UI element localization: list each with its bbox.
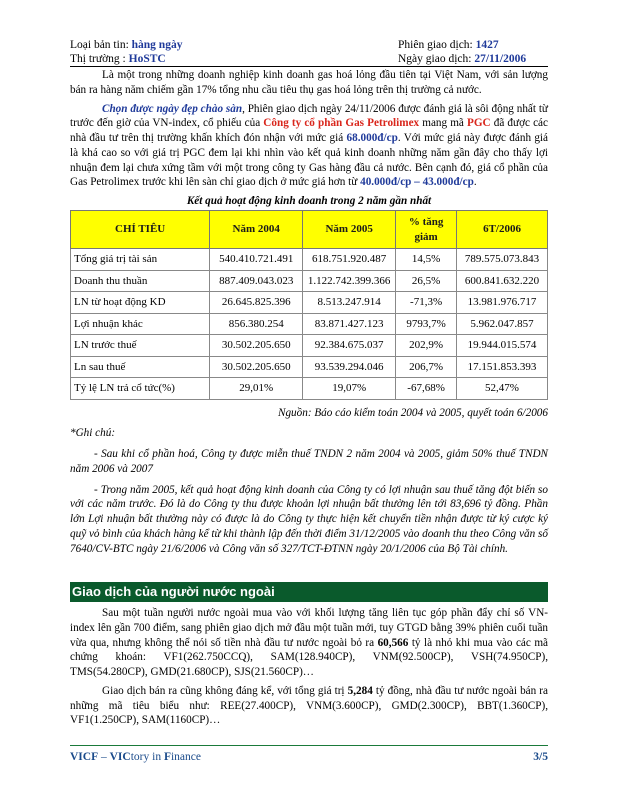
notes-title: *Ghi chú:	[70, 427, 116, 440]
table-cell: 19,07%	[303, 378, 396, 400]
brand-mid: tory in	[130, 751, 164, 763]
note-2: - Trong năm 2005, kết quả hoạt động kinh doanh của Công ty có lợi nhuận sau thuế tăng đột biến so với các năm trước. Đó là do Công ty thu được khoản lợi nhuận bất thường lên tới 83,696 tỷ đồng. Phần lớn Lợi nhuận bất thường này có được là do Công ty thực hiện kết chuyển tiền nhận được từ ký cược ký quỹ vỏ bình của khách hàng kể từ khi thành lập đến thời điểm 31/12/2005 vào doanh thu theo Công văn số 7640/CV-BTC ngày 21/6/2006 và Công văn số 327/TCT-ĐTNN ngày 20/1/2006 của Bộ Tài chính.	[70, 483, 548, 555]
table-cell: 30.502.205.650	[210, 335, 303, 357]
notes-block	[70, 426, 548, 556]
table-cell: Tổng giá trị tài sản	[71, 249, 210, 271]
table-cell: 17.151.853.393	[457, 356, 548, 378]
table-cell: -71,3%	[396, 292, 457, 314]
session-value: 1427	[475, 39, 499, 51]
table-cell: 5.962.047.857	[457, 313, 548, 335]
foreign-sell-text-1: Giao dịch bán ra cũng không đáng kể, với tổng giá trị	[102, 684, 348, 697]
foreign-buy-text-2: tỷ là nhỏ khi mua vào các mã chứng khoán: VF1(262.750CCQ), SAM(128.940CP), VNM(92.500CP), VSH(74.950CP), TMS(54.280CP), GMD(21.680CP), SJS(21.560CP)…	[70, 636, 548, 679]
header-6t-2006: 6T/2006	[457, 211, 548, 249]
table-cell: 29,01%	[210, 378, 303, 400]
table-cell: 92.384.675.037	[303, 335, 396, 357]
ipo-lead: Chọn được ngày đẹp chào sàn	[102, 102, 243, 115]
intro-paragraph: Là một trong những doanh nghiệp kinh doanh gas hoá lỏng đầu tiên tại Việt Nam, với sản lượng bán ra hàng năm chiếm gần 17% tổng nhu cầu tiêu thụ gas hoá lỏng trên thị trường cả nước.	[70, 69, 548, 96]
header-divider	[70, 66, 548, 67]
session-label: Phiên giao dịch:	[398, 39, 473, 51]
header-2005: Năm 2005	[303, 211, 396, 249]
main-content	[70, 68, 548, 563]
table-cell: 540.410.721.491	[210, 249, 303, 271]
table-row	[71, 270, 548, 292]
document-header	[70, 38, 548, 66]
table-cell: 1.122.742.399.366	[303, 270, 396, 292]
foreign-buy-text-1: Sau một tuần người nước ngoài mua vào với khối lượng tăng liên tục góp phần đẩy chỉ số VN-index lên gần 700 điểm, sang phiên giao dịch mở đầu một tuần mới, tuy GTGD bằng 39% phiên cuối tuần vừa qua, nhưng không thể nói số tiền nhà đầu tư nước ngoài bỏ ra	[70, 607, 548, 649]
business-results-table	[70, 210, 548, 400]
section-heading-foreign-trading: Giao dịch của người nước ngoài	[70, 582, 548, 602]
table-cell: 26.645.825.396	[210, 292, 303, 314]
foreign-trading-content	[70, 606, 548, 732]
note-1: - Sau khi cổ phần hoá, Công ty được miễn thuế TNDN 2 năm 2004 và 2005, giảm 50% thuế TNDN năm 2006 và 2007	[70, 448, 548, 475]
table-row	[71, 249, 548, 271]
table-row	[71, 356, 548, 378]
ipo-text-2: mang mã	[419, 117, 468, 130]
table-cell: 83.871.427.123	[303, 313, 396, 335]
table-cell: Ln sau thuế	[71, 356, 210, 378]
page-number: 3/5	[533, 751, 548, 763]
brand-f: F	[163, 751, 171, 763]
header-row-2	[70, 52, 548, 66]
table-row	[71, 313, 548, 335]
table-cell: LN từ hoạt động KD	[71, 292, 210, 314]
table-cell: 13.981.976.717	[457, 292, 548, 314]
table-cell: 93.539.294.046	[303, 356, 396, 378]
header-indicator: CHỈ TIÊU	[71, 211, 210, 249]
header-change: % tăng giảm	[396, 211, 457, 249]
date-label: Ngày giao dịch:	[398, 53, 472, 65]
listing-price: 68.000đ/cp	[346, 132, 398, 145]
table-row	[71, 378, 548, 400]
footer-divider	[70, 745, 548, 746]
table-cell: 202,9%	[396, 335, 457, 357]
table-cell: 789.575.073.843	[457, 249, 548, 271]
table-cell: 600.841.632.220	[457, 270, 548, 292]
brand-end: inance	[170, 751, 201, 763]
market-value: HoSTC	[128, 53, 166, 65]
table-cell: 856.380.254	[210, 313, 303, 335]
brand-acronym: VICF	[70, 751, 99, 763]
table-cell: -67,68%	[396, 378, 457, 400]
foreign-buy-paragraph	[70, 606, 548, 680]
bulletin-type-label: Loại bản tin:	[70, 39, 129, 51]
table-cell: 8.513.247.914	[303, 292, 396, 314]
foreign-sell-paragraph	[70, 684, 548, 728]
table-cell: 9793,7%	[396, 313, 457, 335]
foreign-buy-amount: 60,566	[377, 636, 409, 649]
table-cell: Tỷ lệ LN trả cổ tức(%)	[71, 378, 210, 400]
foreign-sell-amount: 5,284	[347, 684, 373, 697]
table-cell: 52,47%	[457, 378, 548, 400]
date-value: 27/11/2006	[474, 53, 527, 65]
table-row	[71, 292, 548, 314]
ipo-text-5: .	[473, 176, 477, 189]
company-name: Công ty cổ phần Gas Petrolimex	[263, 117, 420, 130]
table-cell: 618.751.920.487	[303, 249, 396, 271]
table-cell: 887.409.043.023	[210, 270, 303, 292]
header-row-1	[70, 38, 548, 52]
ipo-text-4: . Với mức giá này được đánh giá là khá cao so với giá trị PGC đem lại khi nhìn vào kết quả kinh doanh những năm gần đây cho thấy lợi nhuận đem lại chưa xứng tầm với một trong công ty Gas hàng đầu cả nước. Bên cạnh đó, giá cổ phần của Gas Petrolimex trước khi lên sàn chỉ giao dịch ở mức giá hơn từ	[70, 132, 548, 189]
table-caption: Kết quả hoạt động kinh doanh trong 2 năm gần nhất	[186, 195, 432, 208]
table-cell: 30.502.205.650	[210, 356, 303, 378]
footer-brand	[70, 750, 201, 765]
table-row	[71, 335, 548, 357]
ticker: PGC	[467, 117, 491, 130]
foreign-sell-text-2: tỷ đồng, nhà đầu tư nước ngoài bán ra những mã tiêu biểu như: REE(27.400CP), VNM(3.600CP), GMD(2.300CP), BBT(1.360CP), VF1(1.250CP), SAM(1160CP)…	[70, 684, 548, 727]
ipo-paragraph	[70, 102, 548, 191]
header-2004: Năm 2004	[210, 211, 303, 249]
table-cell: 206,7%	[396, 356, 457, 378]
table-cell: 26,5%	[396, 270, 457, 292]
bulletin-type-value: hàng ngày	[131, 39, 183, 51]
brand-separator: –	[98, 751, 110, 763]
table-cell: Lợi nhuận khác	[71, 313, 210, 335]
ipo-text-3: đã được các nhà đầu tư trên thị trường khấn khích đón nhận với mức giá	[70, 117, 548, 145]
table-cell: Doanh thu thuần	[71, 270, 210, 292]
table-source: Nguồn: Báo cáo kiểm toán 2004 và 2005, quyết toán 6/2006	[277, 406, 548, 419]
table-cell: 14,5%	[396, 249, 457, 271]
table-header-row	[71, 211, 548, 249]
ipo-text-1: , Phiên giao dịch ngày 24/11/2006 được đánh giá là sôi động nhất từ trước đến giờ của VN-index, cổ phiếu của	[70, 102, 548, 130]
pre-listing-range: 40.000đ/cp – 43.000đ/cp	[360, 176, 474, 189]
market-label: Thị trường :	[70, 53, 126, 65]
table-cell: LN trước thuế	[71, 335, 210, 357]
footer	[70, 750, 548, 765]
table-cell: 19.944.015.574	[457, 335, 548, 357]
brand-vic: VIC	[109, 751, 131, 763]
